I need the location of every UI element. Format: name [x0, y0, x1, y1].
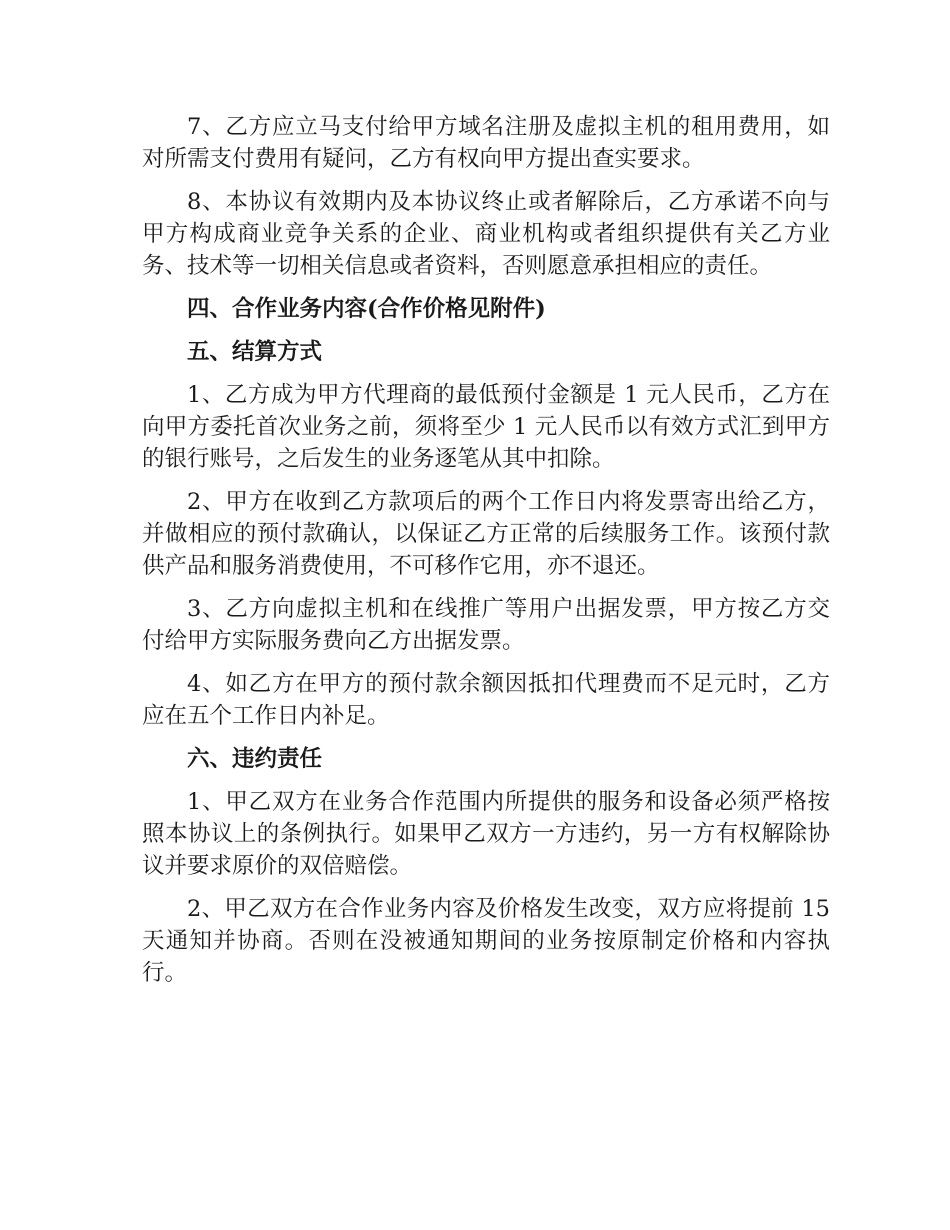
document-page — [142, 111, 830, 1000]
clause-7-paragraph: 7、乙方应立马支付给甲方域名注册及虚拟主机的租用费用，如对所需支付费用有疑问，乙方有权向甲方提出查实要求。 — [142, 114, 830, 172]
section-6-heading: 六、违约责任 — [187, 746, 323, 772]
settlement-clause-3-paragraph: 3、乙方向虚拟主机和在线推广等用户出据发票，甲方按乙方交付给甲方实际服务费向乙方出据发票。 — [142, 596, 830, 654]
settlement-clause-4-paragraph: 4、如乙方在甲方的预付款余额因抵扣代理费而不足元时，乙方应在五个工作日内补足。 — [142, 671, 830, 729]
liability-clause-1-paragraph: 1、甲乙双方在业务合作范围内所提供的服务和设备必须严格按照本协议上的条例执行。如果甲乙双方一方违约，另一方有权解除协议并要求原价的双倍赔偿。 — [142, 789, 830, 879]
section-4-heading: 四、合作业务内容(合作价格见附件) — [187, 296, 546, 322]
settlement-clause-1-paragraph: 1、乙方成为甲方代理商的最低预付金额是 1 元人民币，乙方在向甲方委托首次业务之前，须将至少 1 元人民币以有效方式汇到甲方的银行账号，之后发生的业务逐笔从其中扣除。 — [142, 382, 830, 472]
liability-clause-2-paragraph: 2、甲乙双方在合作业务内容及价格发生改变，双方应将提前 15 天通知并协商。否则在没被通知期间的业务按原制定价格和内容执行。 — [142, 896, 830, 986]
section-5-heading: 五、结算方式 — [187, 339, 323, 365]
clause-8-paragraph: 8、本协议有效期内及本协议终止或者解除后，乙方承诺不向与甲方构成商业竞争关系的企业、商业机构或者组织提供有关乙方业务、技术等一切相关信息或者资料，否则愿意承担相应的责任。 — [142, 189, 830, 279]
settlement-clause-2-paragraph: 2、甲方在收到乙方款项后的两个工作日内将发票寄出给乙方，并做相应的预付款确认，以保证乙方正常的后续服务工作。该预付款供产品和服务消费使用，不可移作它用，亦不退还。 — [142, 489, 830, 579]
